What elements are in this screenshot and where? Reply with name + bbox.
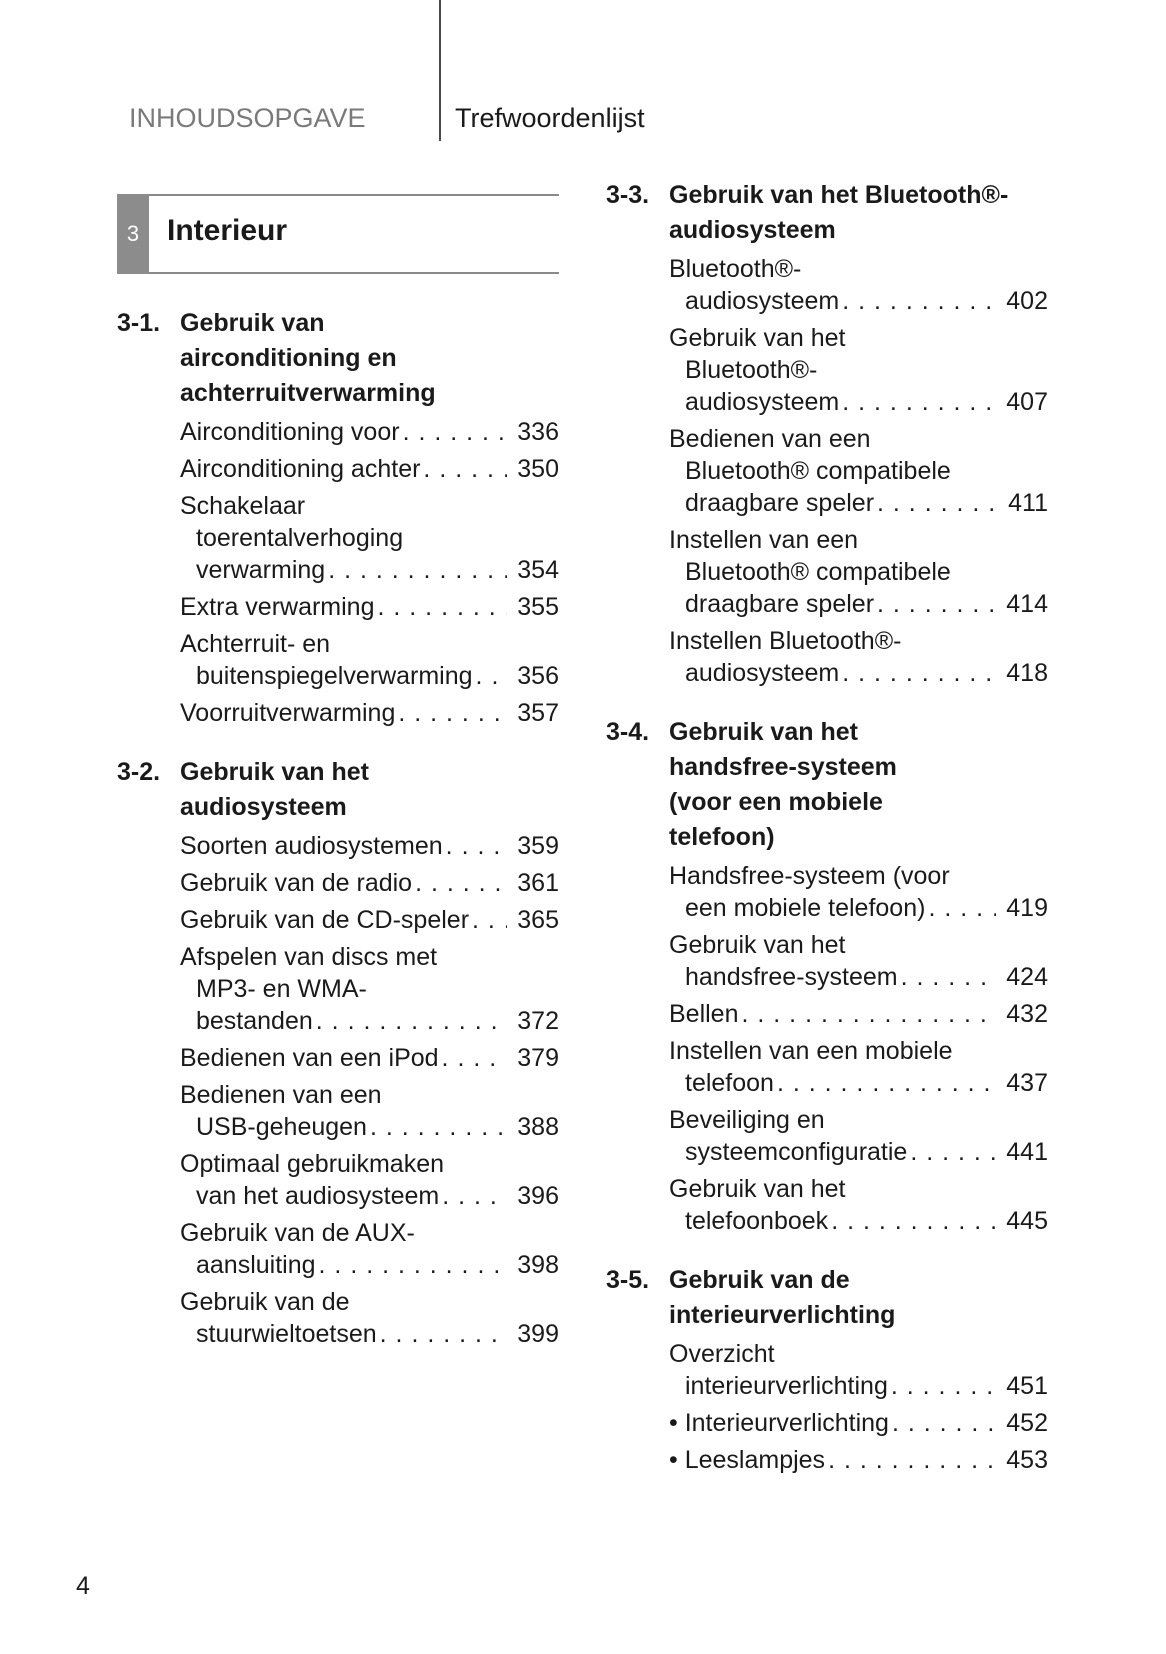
entry-text: Bedienen van een iPod [180,1044,439,1072]
dot-leader [777,1067,996,1099]
entry-last-line [180,904,559,936]
toc-entry[interactable] [606,423,1048,519]
toc-subentry[interactable] [606,1444,1048,1476]
section-heading[interactable] [606,1263,1048,1333]
entry-text-line: MP3- en WMA- [196,975,367,1003]
dot-leader [828,1444,996,1476]
dot-leader [877,487,998,519]
entry-last-line [669,285,1048,317]
section-title-line: airconditioning en [180,344,397,372]
entry-last-line [180,416,559,448]
entry-text: telefoon [685,1069,774,1097]
section-heading[interactable] [606,178,1048,248]
entry-text: USB-geheugen [196,1113,367,1141]
dot-leader [842,285,996,317]
entry-page-number[interactable]: 355 [517,593,559,621]
entry-text: Gebruik van de radio [180,869,413,897]
entry-page-number[interactable]: 451 [1006,1372,1048,1400]
toc-entry[interactable] [117,490,559,586]
dot-leader [476,660,508,692]
entry-last-line [180,1318,559,1350]
toc-entry[interactable] [117,904,559,936]
entry-last-line [669,588,1048,620]
dot-leader [403,416,508,448]
entry-text-line: Optimaal gebruikmaken [180,1150,445,1178]
entry-page-number[interactable]: 399 [517,1320,559,1348]
entry-last-line [180,1111,559,1143]
chapter-number-tab: 3 [117,194,149,274]
dot-leader [316,1005,508,1037]
entry-page-number[interactable]: 411 [1008,489,1048,517]
chapter-header [117,194,559,274]
entry-text-line: Bluetooth®- [669,255,802,283]
dot-leader [423,453,507,485]
chapter-rule-bottom [149,272,559,274]
entry-page-number[interactable]: 365 [517,906,559,934]
section-title-line: Gebruik van het Bluetooth®- [669,181,1009,209]
toc-section [606,1263,1048,1476]
entry-page-number[interactable]: 418 [1006,659,1048,687]
entry-last-line [180,1180,559,1212]
entry-text: draagbare speler [685,590,875,618]
chapter-title: Interieur [167,214,288,247]
dot-leader [892,1407,996,1439]
section-title-line: handsfree-systeem [669,753,897,781]
dot-leader [891,1370,996,1402]
entry-text: audiosysteem [685,659,840,687]
toc-entry[interactable] [117,697,559,729]
toc-entry[interactable] [117,1148,559,1212]
entry-page-number[interactable]: 453 [1006,1446,1048,1474]
entry-text-line: Afspelen van discs met [180,943,438,971]
entry-text: stuurwieltoetsen [196,1320,377,1348]
section-heading[interactable] [117,306,559,411]
entry-last-line [669,1444,1048,1476]
entry-page-number[interactable]: 379 [517,1044,559,1072]
dot-leader [877,588,996,620]
entry-text: Gebruik van de CD-speler [180,906,470,934]
toc-entry[interactable] [606,524,1048,620]
entry-page-number[interactable]: 361 [517,869,559,897]
toc-section [606,715,1048,1237]
entry-text: Extra verwarming [180,593,375,621]
dot-leader [831,1205,996,1237]
entry-last-line [180,697,559,729]
entry-text-line: Bluetooth®- [685,356,818,384]
entry-page-number[interactable]: 419 [1006,894,1048,922]
entry-text: verwarming [196,556,326,584]
toc-column-left [117,306,559,1376]
entry-text: audiosysteem [685,287,840,315]
entry-text: een mobiele telefoon) [685,894,926,922]
entry-text-line: Bedienen van een [669,425,871,453]
section-heading[interactable] [117,755,559,825]
entry-text: van het audiosysteem [196,1182,440,1210]
toc-entry[interactable] [117,1217,559,1281]
entry-page-number[interactable]: 445 [1006,1207,1048,1235]
toc-entry[interactable] [117,1286,559,1350]
section-title-line: audiosysteem [669,216,836,244]
entry-text-line: Schakelaar [180,492,306,520]
section-title-line: Gebruik van het [180,758,369,786]
section-number: 3-5. [606,1266,650,1294]
entry-page-number[interactable]: 402 [1006,287,1048,315]
toc-entry[interactable] [606,1104,1048,1168]
entry-last-line [180,1042,559,1074]
entry-text: buitenspiegelverwarming [196,662,473,690]
toc-entry[interactable] [117,1079,559,1143]
section-number: 3-1. [117,309,161,337]
dot-leader [378,591,508,623]
toc-entry[interactable] [606,253,1048,317]
entry-text: • Leeslampjes [669,1446,826,1474]
entry-page-number[interactable]: 452 [1006,1409,1048,1437]
nav-index-link[interactable]: Trefwoordenlijst [455,103,645,133]
entry-last-line [669,1370,1048,1402]
toc-entry[interactable] [606,929,1048,993]
toc-section [117,755,559,1350]
toc-entry[interactable] [117,416,559,448]
entry-text-line: Instellen van een mobiele [669,1037,953,1065]
dot-leader [472,904,507,936]
entry-last-line [669,998,1048,1030]
section-title-line: Gebruik van het [669,718,858,746]
entry-last-line [180,660,559,692]
section-title-line: Gebruik van de [669,1266,850,1294]
entry-page-number[interactable]: 336 [517,418,559,446]
toc-entry[interactable] [606,625,1048,689]
entry-last-line [180,1249,559,1281]
dot-leader [928,892,996,924]
dot-leader [446,830,508,862]
dot-leader [398,697,507,729]
entry-text-line: Handsfree-systeem (voor [669,862,950,890]
entry-page-number[interactable]: 350 [517,455,559,483]
entry-page-number[interactable]: 407 [1006,388,1048,416]
entry-last-line [180,591,559,623]
entry-page-number[interactable]: 432 [1006,1000,1048,1028]
entry-text: interieurverlichting [685,1372,888,1400]
entry-text-line: Bluetooth® compatibele [685,457,951,485]
entry-page-number[interactable]: 437 [1006,1069,1048,1097]
entry-last-line [669,892,1048,924]
toc-entry[interactable] [117,867,559,899]
section-number: 3-3. [606,181,650,209]
entry-last-line [669,1067,1048,1099]
toc-entry[interactable] [117,453,559,485]
entry-text: handsfree-systeem [685,963,898,991]
dot-leader [370,1111,507,1143]
entry-last-line [669,487,1048,519]
entry-text: bestanden [196,1007,313,1035]
entry-last-line [180,830,559,862]
toc-entry[interactable] [117,1042,559,1074]
entry-text-line: Instellen Bluetooth®- [669,627,902,655]
toc-entry[interactable] [117,628,559,692]
toc-entry[interactable] [606,1173,1048,1237]
section-title-line: Gebruik van [180,309,325,337]
entry-text-line: Gebruik van de AUX- [180,1219,415,1247]
entry-text-line: toerentalverhoging [196,524,404,552]
entry-text-line: Gebruik van de [180,1288,350,1316]
entry-text-line: Bluetooth® compatibele [685,558,951,586]
entry-page-number[interactable]: 359 [517,832,559,860]
dot-leader [319,1249,508,1281]
entry-text: Bellen [669,1000,739,1028]
nav-divider [439,0,441,141]
section-number: 3-2. [117,758,161,786]
toc-column-right [606,178,1048,1502]
dot-leader [842,657,996,689]
entry-last-line [180,453,559,485]
top-navigation [0,0,1166,145]
toc-entry[interactable] [606,1338,1048,1402]
dot-leader [742,998,997,1030]
toc-subentry[interactable] [606,1407,1048,1439]
dot-leader [442,1042,508,1074]
entry-text-line: Gebruik van het [669,931,846,959]
entry-last-line [669,1136,1048,1168]
entry-text-line: Gebruik van het [669,1175,846,1203]
entry-text: systeemconfiguratie [685,1138,908,1166]
nav-toc-link[interactable]: INHOUDSOPGAVE [129,103,366,133]
entry-page-number[interactable]: 372 [517,1007,559,1035]
entry-last-line [669,1407,1048,1439]
entry-page-number[interactable]: 354 [517,556,559,584]
entry-last-line [180,867,559,899]
entry-text-line: Gebruik van het [669,324,846,352]
section-title-line: telefoon) [669,823,775,851]
entry-text-line: Achterruit- en [180,630,331,658]
dot-leader [380,1318,508,1350]
dot-leader [910,1136,996,1168]
dot-leader [415,867,507,899]
page-number: 4 [76,1572,90,1600]
entry-text-line: Overzicht [669,1340,775,1368]
toc-entry[interactable] [606,860,1048,924]
entry-page-number[interactable]: 396 [517,1182,559,1210]
toc-entry[interactable] [117,591,559,623]
entry-last-line [669,657,1048,689]
dot-leader [442,1180,507,1212]
entry-last-line [669,961,1048,993]
toc-section [117,306,559,729]
entry-page-number[interactable]: 398 [517,1251,559,1279]
toc-entry[interactable] [117,941,559,1037]
section-heading[interactable] [606,715,1048,855]
entry-page-number[interactable]: 424 [1006,963,1048,991]
chapter-rule-top [149,194,559,196]
entry-text: • Interieurverlichting [669,1409,889,1437]
entry-text: draagbare speler [685,489,875,517]
section-title-line: achterruitverwarming [180,379,436,407]
entry-text: audiosysteem [685,388,840,416]
toc-entry[interactable] [117,830,559,862]
section-number: 3-4. [606,718,650,746]
toc-entry[interactable] [606,998,1048,1030]
entry-text-line: Instellen van een [669,526,859,554]
toc-section [606,178,1048,689]
entry-page-number[interactable]: 357 [517,699,559,727]
entry-page-number[interactable]: 356 [517,662,559,690]
entry-text: Soorten audiosystemen [180,832,443,860]
toc-entry[interactable] [606,1035,1048,1099]
entry-page-number[interactable]: 388 [517,1113,559,1141]
section-title-line: audiosysteem [180,793,347,821]
dot-leader [842,386,996,418]
entry-text: Airconditioning voor [180,418,400,446]
entry-text: Voorruitverwarming [180,699,396,727]
entry-text-line: Bedienen van een [180,1081,382,1109]
entry-text: Airconditioning achter [180,455,421,483]
toc-entry[interactable] [606,322,1048,418]
entry-last-line [669,386,1048,418]
entry-page-number[interactable]: 441 [1006,1138,1048,1166]
section-title-line: (voor een mobiele [669,788,883,816]
entry-page-number[interactable]: 414 [1006,590,1048,618]
entry-text-line: Beveiliging en [669,1106,825,1134]
entry-last-line [669,1205,1048,1237]
entry-last-line [180,1005,559,1037]
dot-leader [901,961,997,993]
entry-text: aansluiting [196,1251,316,1279]
dot-leader [328,554,507,586]
section-title-line: interieurverlichting [669,1301,896,1329]
entry-last-line [180,554,559,586]
entry-text: telefoonboek [685,1207,829,1235]
